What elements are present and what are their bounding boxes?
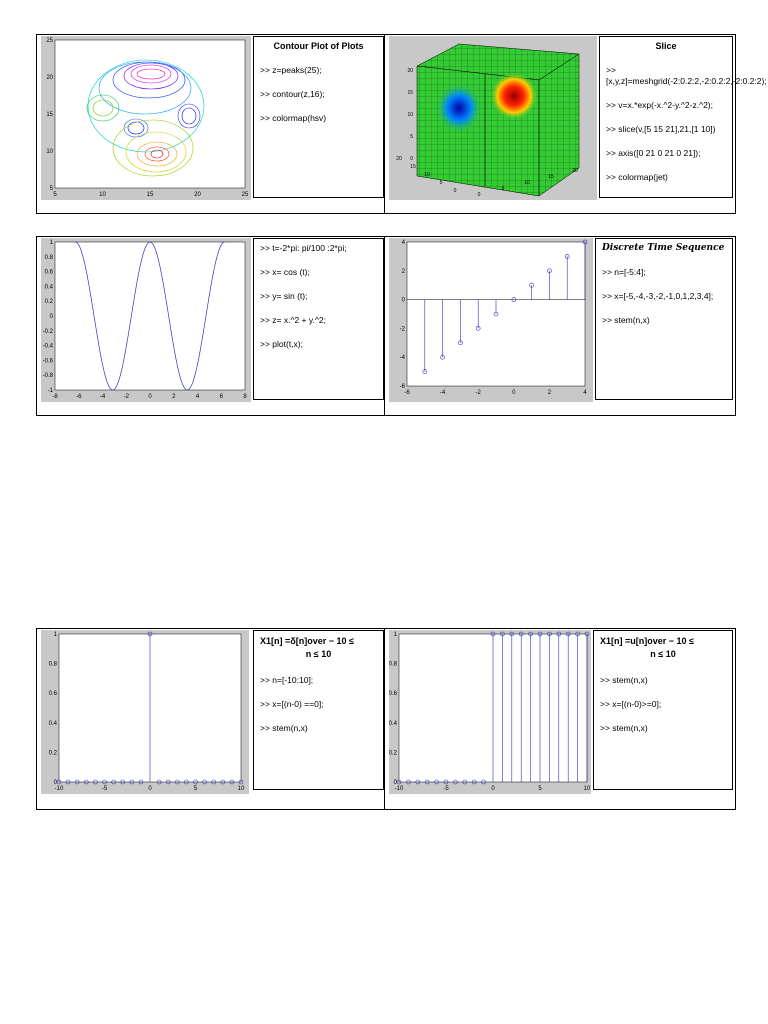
x-tick-label: 6 bbox=[219, 394, 223, 400]
y-tick-label: 0 bbox=[401, 297, 405, 304]
x-tick-label: -4 bbox=[99, 394, 106, 400]
code-line: >> t=-2*pi: pi/100 :2*pi; bbox=[260, 243, 347, 253]
y-tick-label: 0.2 bbox=[389, 750, 397, 757]
x-tick-label: 5 bbox=[193, 786, 198, 792]
z-tick-label: 15 bbox=[407, 90, 413, 96]
y-tick-label: 0.4 bbox=[389, 720, 397, 727]
x-tick-label: 15 bbox=[548, 174, 554, 180]
row-divider bbox=[384, 629, 385, 809]
y-tick-label: -2 bbox=[399, 326, 405, 333]
cosine-code-box bbox=[253, 238, 384, 400]
x-tick-label: -6 bbox=[404, 390, 410, 396]
discrete-code-box bbox=[595, 238, 733, 400]
x-tick-label: 0 bbox=[148, 786, 152, 792]
x-tick-label: -2 bbox=[123, 394, 129, 400]
contour-code-box bbox=[253, 36, 384, 198]
impulse-title bbox=[260, 635, 377, 661]
y-tick-label: 0.8 bbox=[389, 661, 397, 668]
y-tick-label: 0.4 bbox=[48, 720, 57, 727]
cosine-figure bbox=[41, 238, 251, 402]
x-tick-label: -2 bbox=[475, 390, 481, 396]
impulse-title-line2: n ≤ 10 bbox=[305, 649, 332, 659]
x-tick-label: -10 bbox=[54, 786, 64, 792]
x-tick-label: 5 bbox=[538, 786, 542, 792]
x-tick-label: 15 bbox=[146, 192, 154, 198]
x-tick-label: 0 bbox=[148, 394, 152, 400]
y-tick-label: 1 bbox=[49, 240, 53, 246]
y-tick-label: 10 bbox=[46, 149, 53, 155]
x-tick-label: -5 bbox=[443, 786, 449, 792]
y-tick-label: 0.6 bbox=[44, 269, 53, 276]
code-line: >> plot(t,x); bbox=[260, 339, 303, 349]
y-tick-label: 20 bbox=[46, 75, 53, 81]
x-tick-label: 10 bbox=[237, 786, 245, 792]
y-tick-label: 0.4 bbox=[44, 284, 53, 291]
y-tick-label: 0 bbox=[49, 314, 53, 320]
x-tick-label: 20 bbox=[194, 192, 201, 198]
code-line: >> stem(n,x) bbox=[602, 315, 650, 325]
code-line: >> stem(n,x) bbox=[600, 723, 648, 733]
x-tick-label: 8 bbox=[243, 394, 247, 400]
contour-title: Contour Plot of Plots bbox=[273, 41, 364, 51]
step-figure bbox=[389, 630, 591, 794]
discrete-title: Discrete Time Sequence bbox=[602, 243, 725, 253]
code-line: >> colormap(jet) bbox=[606, 172, 668, 182]
x-tick-label: 5 bbox=[501, 186, 505, 192]
code-line: >> y= sin (t); bbox=[260, 291, 308, 301]
y-tick-label: -4 bbox=[399, 355, 405, 362]
code-line: >> z= x.^2 + y.^2; bbox=[260, 315, 326, 325]
y-tick-label: 5 bbox=[49, 186, 53, 192]
code-line: >> stem(n,x) bbox=[600, 675, 648, 685]
step-code-box bbox=[593, 630, 733, 790]
code-line: >> axis([0 21 0 21 0 21]); bbox=[606, 148, 701, 158]
impulse-code-box bbox=[253, 630, 384, 790]
y-tick-label: -6 bbox=[399, 384, 405, 390]
contour-figure bbox=[41, 36, 251, 200]
code-line: >> slice(v,[5 15 21],21,[1 10]) bbox=[606, 124, 716, 134]
code-line: >> x=[-5,-4,-3,-2,-1,0,1,2,3,4]; bbox=[602, 291, 714, 301]
y-tick-label: 4 bbox=[401, 240, 405, 246]
x-tick-label: 5 bbox=[53, 192, 57, 198]
x-tick-label: 4 bbox=[583, 390, 587, 396]
y-tick-label: 1 bbox=[53, 632, 57, 638]
y-tick-label: 20 bbox=[396, 156, 402, 162]
x-tick-label: 20 bbox=[572, 168, 578, 174]
code-line: >> n=[-5:4]; bbox=[602, 267, 646, 277]
x-tick-label: 2 bbox=[172, 394, 176, 400]
y-tick-label: 5 bbox=[439, 180, 443, 186]
y-tick-label: 10 bbox=[424, 172, 430, 178]
y-tick-label: 0.8 bbox=[48, 661, 57, 668]
x-tick-label: 10 bbox=[583, 786, 591, 792]
y-tick-label: 0 bbox=[53, 780, 57, 786]
y-tick-label: 0 bbox=[453, 188, 457, 194]
z-tick-label: 0 bbox=[410, 156, 413, 162]
y-tick-label: -1 bbox=[47, 388, 53, 394]
code-line: >> [x,y,z]=meshgrid(-2:0.2:2,-2:0.2:2,-2:0.2:2); bbox=[606, 65, 767, 86]
x-tick-label: 10 bbox=[524, 180, 530, 186]
z-tick-label: 10 bbox=[407, 112, 413, 118]
impulse-figure bbox=[41, 630, 249, 794]
impulse-title-line1: X1[n] =δ[n]over − 10 ≤ bbox=[260, 636, 354, 646]
code-line: >> z=peaks(25); bbox=[260, 65, 322, 75]
y-tick-label: -0.8 bbox=[42, 373, 53, 380]
y-tick-label: 25 bbox=[46, 38, 53, 44]
y-tick-label: 0.2 bbox=[44, 299, 53, 306]
y-tick-label: -0.2 bbox=[42, 328, 53, 335]
y-tick-label: 1 bbox=[393, 632, 397, 638]
x-tick-label: 25 bbox=[241, 192, 249, 198]
y-tick-label: 0 bbox=[393, 780, 397, 786]
x-tick-label: -5 bbox=[101, 786, 108, 792]
x-tick-label: 0 bbox=[477, 192, 481, 198]
code-line: >> colormap(hsv) bbox=[260, 113, 327, 123]
slice-title: Slice bbox=[655, 41, 677, 51]
z-tick-label: 5 bbox=[410, 134, 413, 140]
code-line: >> x=[(n-0)>=0]; bbox=[600, 699, 662, 709]
x-tick-label: 0 bbox=[512, 390, 516, 396]
x-tick-label: -6 bbox=[76, 394, 82, 400]
step-title bbox=[600, 635, 726, 661]
code-line: >> stem(n,x) bbox=[260, 723, 308, 733]
code-line: >> x= cos (t); bbox=[260, 267, 310, 277]
y-tick-label: 0.2 bbox=[48, 750, 57, 757]
y-tick-label: 15 bbox=[410, 164, 416, 170]
z-tick-label: 20 bbox=[407, 68, 413, 74]
y-tick-label: 0.6 bbox=[48, 691, 57, 698]
row-divider bbox=[384, 35, 385, 213]
y-tick-label: 0.8 bbox=[44, 254, 53, 261]
y-tick-label: 2 bbox=[401, 268, 405, 275]
x-tick-label: 10 bbox=[99, 192, 106, 198]
code-line: >> x=[(n-0) ==0]; bbox=[260, 699, 324, 709]
x-tick-label: 4 bbox=[195, 394, 200, 400]
code-line: >> v=x.*exp(-x.^2-y.^2-z.^2); bbox=[606, 100, 713, 110]
y-tick-label: -0.6 bbox=[42, 358, 53, 365]
x-tick-label: 0 bbox=[491, 786, 495, 792]
x-tick-label: 2 bbox=[547, 390, 552, 396]
step-title-line1: X1[n] =u[n]over − 10 ≤ bbox=[600, 636, 694, 646]
x-tick-label: -10 bbox=[394, 786, 404, 792]
x-tick-label: -8 bbox=[52, 394, 58, 400]
slice-code-box bbox=[599, 36, 767, 198]
y-tick-label: 0.6 bbox=[389, 691, 397, 698]
y-tick-label: 15 bbox=[46, 112, 53, 118]
slice-figure bbox=[389, 36, 597, 200]
step-title-line2: n ≤ 10 bbox=[650, 649, 676, 659]
x-tick-label: -4 bbox=[439, 390, 446, 396]
code-line: >> contour(z,16); bbox=[260, 89, 325, 99]
row-divider bbox=[384, 237, 385, 415]
code-line: >> n=[-10:10]; bbox=[260, 675, 314, 685]
y-tick-label: -0.4 bbox=[42, 343, 53, 350]
discrete-figure bbox=[389, 238, 593, 402]
